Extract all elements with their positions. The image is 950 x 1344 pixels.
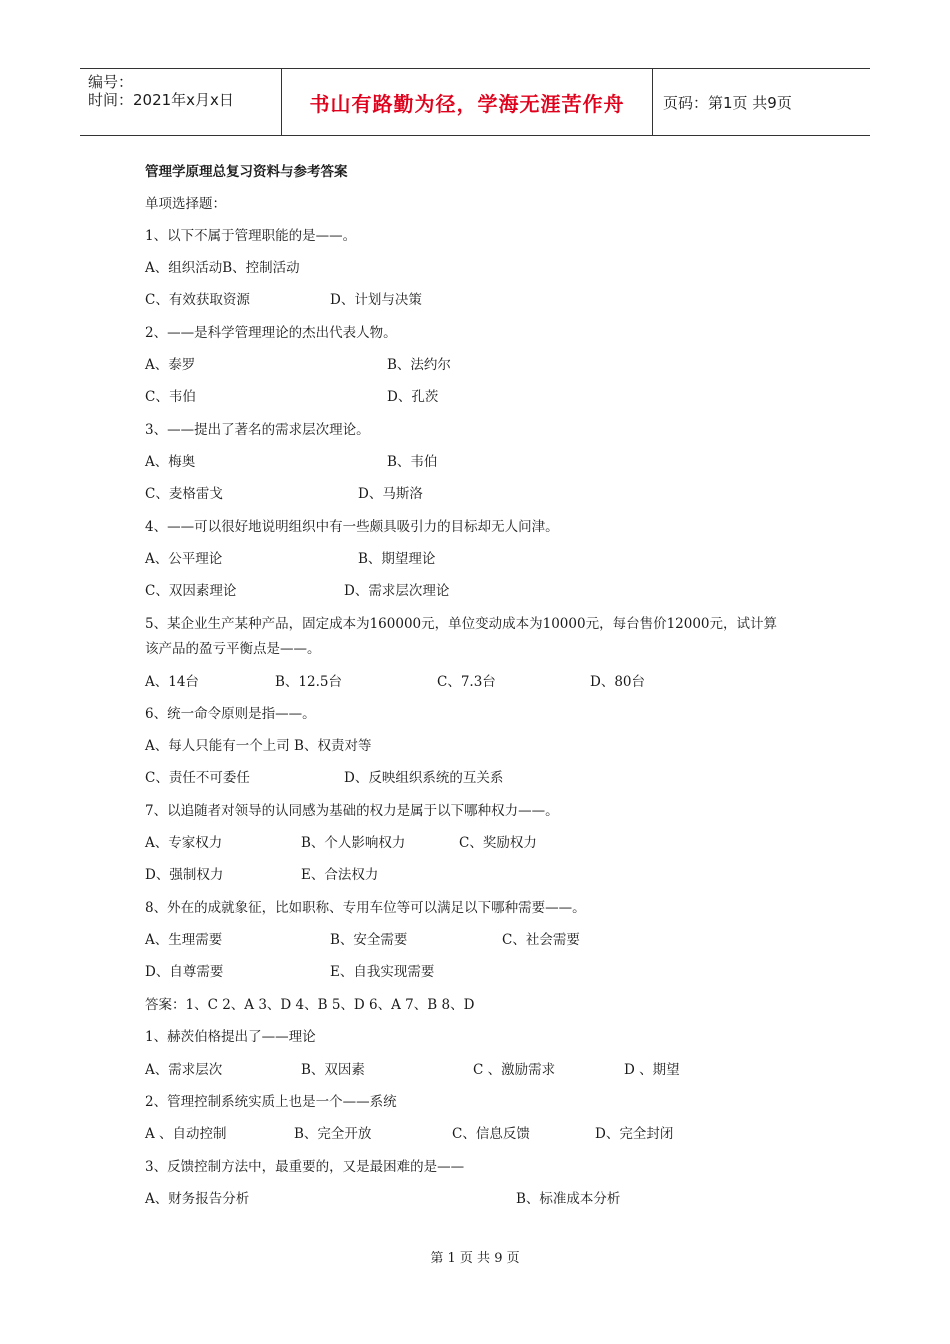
q7-option-c: C、奖励权力 [459,835,537,851]
page-header [80,68,870,136]
q8-option-a: A、生理需要 [145,932,223,948]
page-footer: 第 1 页 共 9 页 [430,1251,520,1266]
q3-option-a: A、梅奥 [145,454,196,470]
r2-option-a: A 、自动控制 [145,1126,227,1142]
r2-option-d: D、完全封闭 [595,1126,674,1142]
q7-option-b: B、个人影响权力 [301,835,406,851]
q1-option-ab: A、组织活动B、控制活动 [145,260,300,276]
number-label: 编号： [88,73,134,91]
q7-option-d: D、强制权力 [145,867,224,883]
review-question-1: 1、赫茨伯格提出了——理论 [145,1029,316,1045]
q6-option-d: D、反映组织系统的互关系 [344,770,504,786]
q2-option-c: C、韦伯 [145,389,196,405]
q7-option-a: A、专家权力 [145,835,223,851]
q5-option-d: D、80台 [590,674,646,690]
question-2: 2、——是科学管理理论的杰出代表人物。 [145,325,397,341]
question-1: 1、以下不属于管理职能的是——。 [145,228,357,244]
q1-option-d: D、计划与决策 [330,292,422,308]
answer-key: 答案：1、C 2、A 3、D 4、B 5、D 6、A 7、B 8、D [145,997,475,1013]
q3-option-d: D、马斯洛 [358,486,423,502]
r1-option-a: A、需求层次 [145,1062,223,1078]
question-4: 4、——可以很好地说明组织中有一些颇具吸引力的目标却无人问津。 [145,519,559,535]
question-5-line2: 该产品的盈亏平衡点是——。 [145,641,321,657]
motto: 书山有路勤为径，学海无涯苦作舟 [309,91,625,116]
question-8: 8、外在的成就象征，比如职称、专用车位等可以满足以下哪种需要——。 [145,900,586,916]
q2-option-a: A、泰罗 [145,357,196,373]
q5-option-a: A、14台 [145,674,199,690]
q3-option-c: C、麦格雷戈 [145,486,223,502]
q8-option-e: E、自我实现需要 [330,964,435,980]
date-label: 时间：2021年x月x日 [88,91,234,109]
r2-option-b: B、完全开放 [294,1126,372,1142]
q8-option-d: D、自尊需要 [145,964,224,980]
q5-option-b: B、12.5台 [275,674,342,690]
header-motto-cell [282,69,653,135]
page-info: 页码：第1页 共9页 [663,93,792,112]
q3-option-b: B、韦伯 [387,454,438,470]
question-7: 7、以追随者对领导的认同感为基础的权力是属于以下哪种权力——。 [145,803,559,819]
r3-option-b: B、标准成本分析 [516,1191,621,1207]
question-3: 3、——提出了著名的需求层次理论。 [145,422,370,438]
q4-option-b: B、期望理论 [358,551,436,567]
q8-option-b: B、安全需要 [330,932,408,948]
q4-option-d: D、需求层次理论 [344,583,450,599]
r1-option-d: D 、期望 [624,1062,680,1078]
q2-option-d: D、孔茨 [387,389,439,405]
review-question-2: 2、管理控制系统实质上也是一个——系统 [145,1094,397,1110]
q4-option-a: A、公平理论 [145,551,223,567]
r2-option-c: C、信息反馈 [452,1126,530,1142]
question-6: 6、统一命令原则是指——。 [145,706,316,722]
q6-option-c: C、责任不可委任 [145,770,250,786]
r3-option-a: A、财务报告分析 [145,1191,250,1207]
q6-option-ab: A、每人只能有一个上司 B、权责对等 [145,738,372,754]
section-heading: 单项选择题： [145,196,226,212]
doc-title: 管理学原理总复习资料与参考答案 [145,164,348,180]
q5-option-c: C、7.3台 [437,674,496,690]
r1-option-b: B、双因素 [301,1062,365,1078]
q2-option-b: B、法约尔 [387,357,451,373]
header-meta [80,69,282,135]
question-5-line1: 5、某企业生产某种产品，固定成本为160000元，单位变动成本为10000元，每台售价12000元，试计算 [145,616,778,632]
q4-option-c: C、双因素理论 [145,583,237,599]
q1-option-c: C、有效获取资源 [145,292,250,308]
review-question-3: 3、反馈控制方法中，最重要的，又是最困难的是—— [145,1159,465,1175]
q7-option-e: E、合法权力 [301,867,379,883]
header-page-cell [653,69,870,135]
r1-option-c: C 、激励需求 [473,1062,556,1078]
q8-option-c: C、社会需要 [502,932,580,948]
